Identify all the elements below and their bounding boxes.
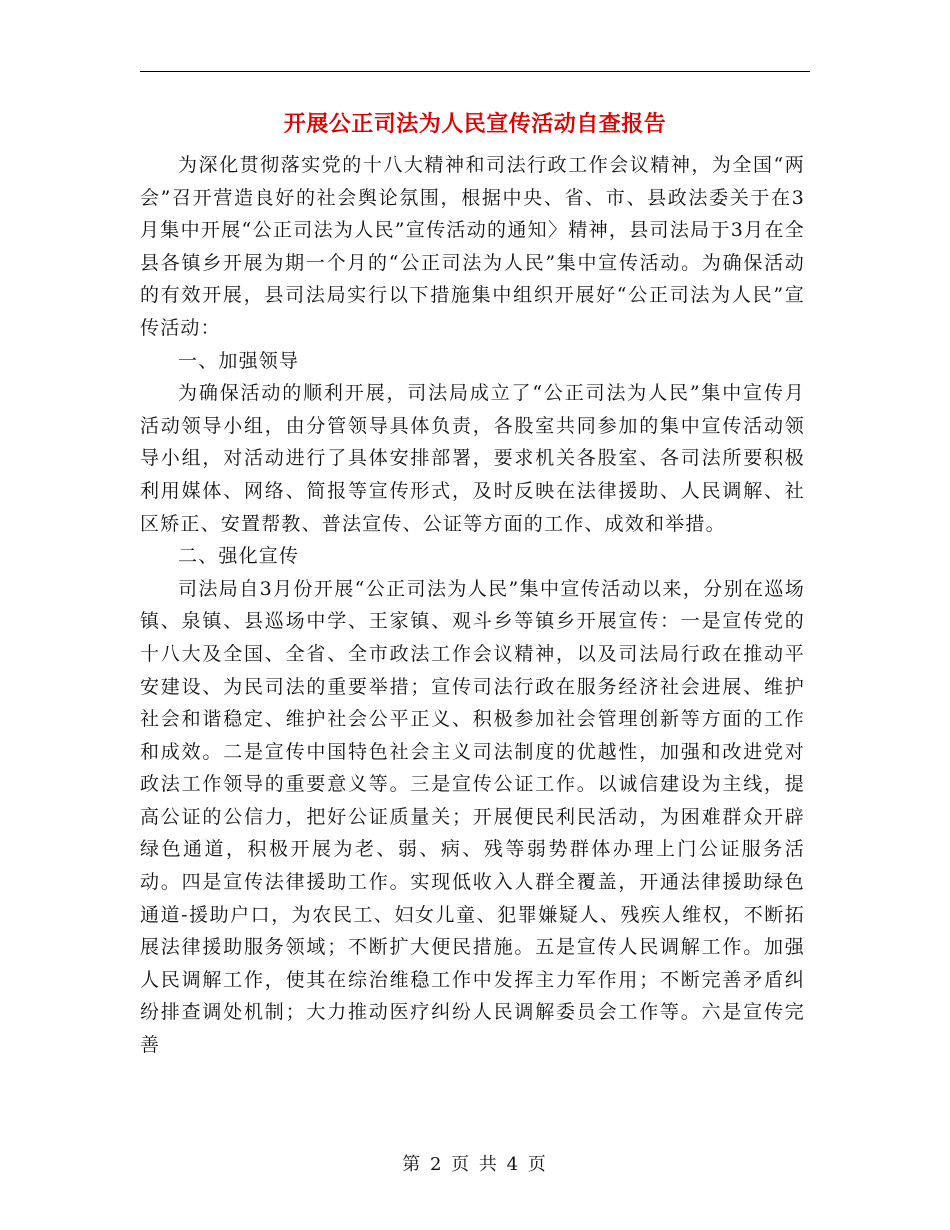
header-rule xyxy=(140,71,810,72)
document-title: 开展公正司法为人民宣传活动自查报告 xyxy=(283,111,667,137)
page-number-footer: 第 2 页 共 4 页 xyxy=(402,1154,548,1175)
section-heading: 一、加强领导 xyxy=(178,349,300,372)
body-paragraph: 为深化贯彻落实党的十八大精神和司法行政工作会议精神，为全国“两会”召开营造良好的社会舆论氛围，根据中央、省、市、县政法委关于在3月集中开展“公正司法为人民”宣传活动的通知〉精神，县司法局于3月在全县各镇乡开展为期一个月的“公正司法为人民”集中宣传活动。为确保活动的有效开展，县司法局实行以下措施集中组织开展好“公正司法为人民”宣传活动： xyxy=(140,154,805,339)
body-paragraph: 为确保活动的顺利开展，司法局成立了“公正司法为人民”集中宣传月活动领导小组，由分管领导具体负责，各股室共同参加的集中宣传活动领导小组，对活动进行了具体安排部署，要求机关各股室、各司法所要积极利用媒体、网络、简报等宣传形式，及时反映在法律援助、人民调解、社区矫正、安置帮教、普法宣传、公证等方面的工作、成效和举措。 xyxy=(140,382,805,535)
body-paragraph: 司法局自3月份开展“公正司法为人民”集中宣传活动以来，分别在巡场镇、泉镇、县巡场中学、王家镇、观斗乡等镇乡开展宣传：一是宣传党的十八大及全国、全省、全市政法工作会议精神，以及司法局行政在推动平安建设、为民司法的重要举措；宣传司法行政在服务经济社会进展、维护社会和谐稳定、维护社会公平正义、积极参加社会管理创新等方面的工作和成效。二是宣传中国特色社会主义司法制度的优越性，加强和改进党对政法工作领导的重要意义等。三是宣传公证工作。以诚信建设为主线，提高公证的公信力，把好公证质量关；开展便民利民活动，为困难群众开辟绿色通道，积极开展为老、弱、病、残等弱势群体办理上门公证服务活动。四是宣传法律援助工作。实现低收入人群全覆盖，开通法律援助绿色通道-援助户口，为农民工、妇女儿童、犯罪嫌疑人、残疾人维权，不断拓展法律援助服务领域；不断扩大便民措施。五是宣传人民调解工作。加强人民调解工作，使其在综治维稳工作中发挥主力军作用；不断完善矛盾纠纷排查调处机制；大力推动医疗纠纷人民调解委员会工作等。六是宣传完善 xyxy=(140,577,805,1057)
document-body xyxy=(140,149,805,1062)
section-heading: 二、强化宣传 xyxy=(178,545,300,568)
